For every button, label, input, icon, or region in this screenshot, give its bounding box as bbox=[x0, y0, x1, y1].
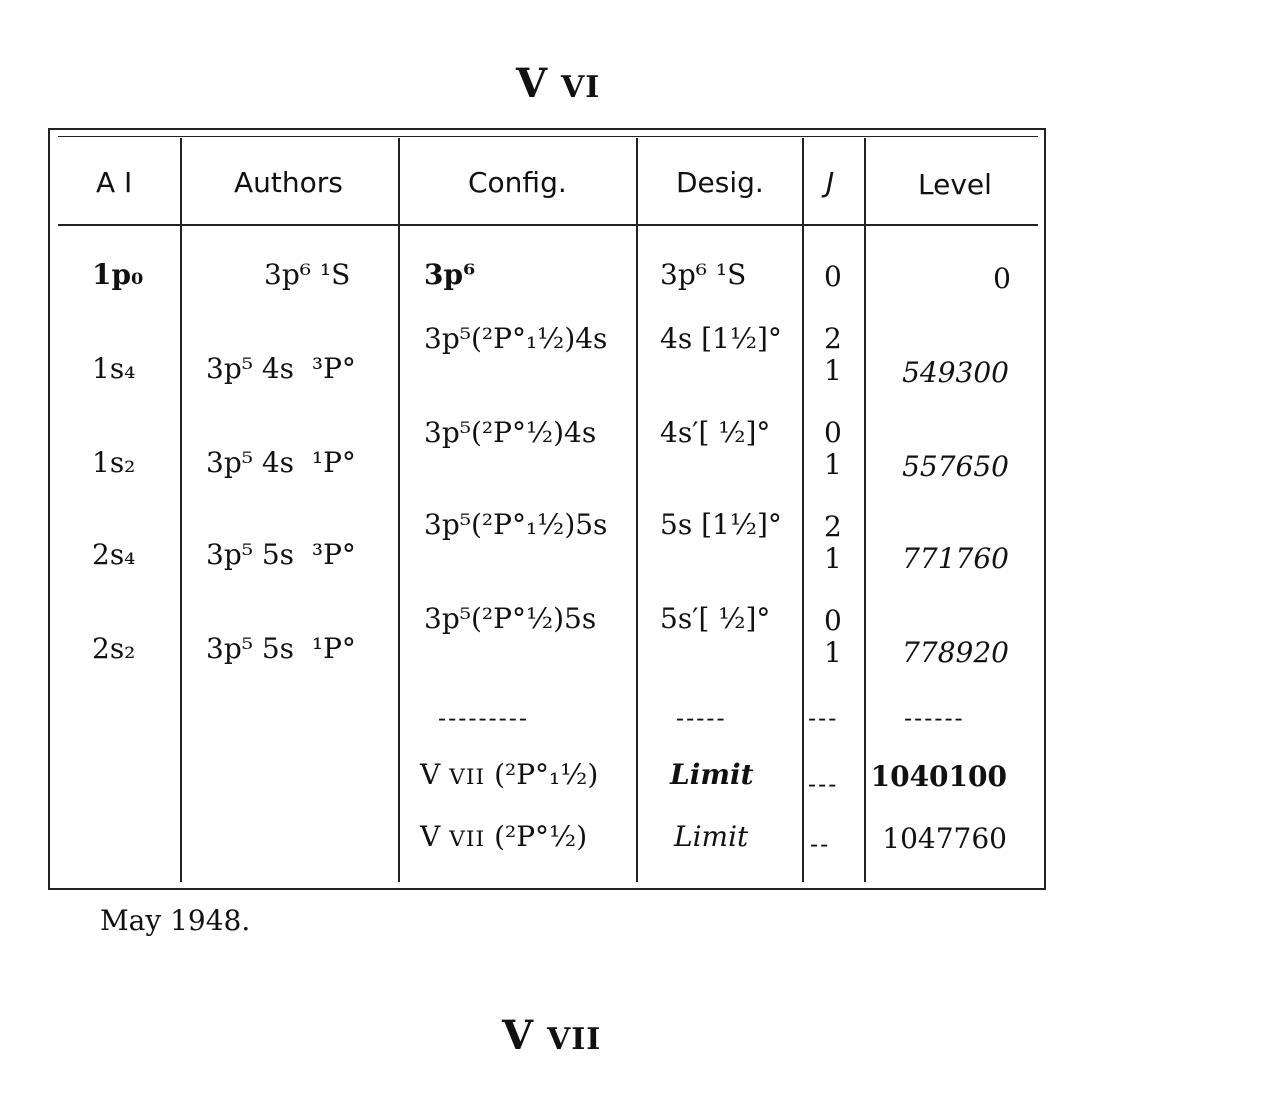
level-cell: 778920 bbox=[902, 636, 1009, 669]
limit-config-term: (²P°½) bbox=[494, 820, 588, 853]
desig-cell: 5s [1½]° bbox=[660, 508, 782, 541]
col-divider-1 bbox=[180, 138, 182, 882]
authors-cell: 3p⁵ 4s ¹P° bbox=[206, 446, 356, 479]
header-a1: A I bbox=[96, 166, 133, 199]
a1-cell: 1s₂ bbox=[92, 446, 136, 479]
desig-cell: 4s [1½]° bbox=[660, 322, 782, 355]
a1-cell: 1s₄ bbox=[92, 352, 136, 385]
top-inner-rule bbox=[58, 136, 1038, 137]
config-cell: 3p⁵(²P°₁½)5s bbox=[424, 508, 608, 541]
j-dash: --- bbox=[808, 704, 839, 732]
limit-level: 1040100 bbox=[870, 760, 1007, 793]
next-title-element: V bbox=[502, 1012, 534, 1059]
j-cell: 1 bbox=[824, 542, 842, 575]
desig-cell: 5s′[ ½]° bbox=[660, 602, 771, 635]
level-cell: 771760 bbox=[902, 542, 1009, 575]
authors-cell: 3p⁵ 5s ¹P° bbox=[206, 632, 356, 665]
limit-config bbox=[420, 820, 587, 853]
page-title bbox=[516, 60, 600, 107]
header-j: J bbox=[826, 166, 835, 199]
a1-cell: 1p₀ bbox=[92, 258, 144, 291]
config-cell: 3p⁵(²P°₁½)4s bbox=[424, 322, 608, 355]
level-dash: ------ bbox=[904, 704, 965, 732]
limit-config-term: (²P°₁½) bbox=[494, 758, 599, 791]
authors-cell: 3p⁵ 5s ³P° bbox=[206, 538, 356, 571]
header-config: Config. bbox=[468, 166, 567, 199]
header-authors: Authors bbox=[234, 166, 343, 199]
limit-config-element: V bbox=[420, 758, 441, 791]
limit-desig: Limit bbox=[674, 820, 749, 853]
limit-config-ion: VII bbox=[449, 765, 486, 790]
authors-cell: 3p⁶ ¹S bbox=[264, 258, 351, 291]
j-cell: 0 bbox=[824, 260, 842, 293]
header-desig: Desig. bbox=[676, 166, 764, 199]
j-cell: 0 bbox=[824, 604, 842, 637]
config-cell: 3p⁵(²P°½)4s bbox=[424, 416, 597, 449]
col-divider-3 bbox=[636, 138, 638, 882]
desig-cell: 3p⁶ ¹S bbox=[660, 258, 747, 291]
limit-j: -- bbox=[810, 830, 831, 858]
col-divider-2 bbox=[398, 138, 400, 882]
limit-level: 1047760 bbox=[882, 822, 1007, 855]
col-divider-5 bbox=[864, 138, 866, 882]
limit-config bbox=[420, 758, 598, 791]
desig-cell: 4s′[ ½]° bbox=[660, 416, 771, 449]
j-cell: 2 bbox=[824, 510, 842, 543]
limit-desig: Limit bbox=[670, 758, 754, 791]
footer-date: May 1948. bbox=[100, 904, 251, 937]
level-cell: 549300 bbox=[902, 356, 1009, 389]
page-title-ion: VI bbox=[560, 70, 601, 105]
level-cell: 557650 bbox=[902, 450, 1009, 483]
next-section-title bbox=[502, 1012, 601, 1059]
config-cell: 3p⁵(²P°½)5s bbox=[424, 602, 597, 635]
desig-dash: ----- bbox=[676, 704, 727, 732]
limit-config-element: V bbox=[420, 820, 441, 853]
next-title-ion: VII bbox=[546, 1022, 602, 1057]
config-cell: 3p⁶ bbox=[424, 258, 476, 291]
page-title-element: V bbox=[516, 60, 548, 107]
j-cell: 2 bbox=[824, 322, 842, 355]
j-cell: 1 bbox=[824, 354, 842, 387]
header-rule bbox=[58, 224, 1038, 226]
limit-j: --- bbox=[808, 770, 839, 798]
j-cell: 1 bbox=[824, 448, 842, 481]
j-cell: 0 bbox=[824, 416, 842, 449]
j-cell: 1 bbox=[824, 636, 842, 669]
a1-cell: 2s₂ bbox=[92, 632, 136, 665]
authors-cell: 3p⁵ 4s ³P° bbox=[206, 352, 356, 385]
col-divider-4 bbox=[802, 138, 804, 882]
header-level: Level bbox=[918, 168, 992, 201]
config-dash: --------- bbox=[438, 704, 529, 732]
a1-cell: 2s₄ bbox=[92, 538, 136, 571]
limit-config-ion: VII bbox=[449, 827, 486, 852]
level-cell: 0 bbox=[993, 262, 1011, 295]
